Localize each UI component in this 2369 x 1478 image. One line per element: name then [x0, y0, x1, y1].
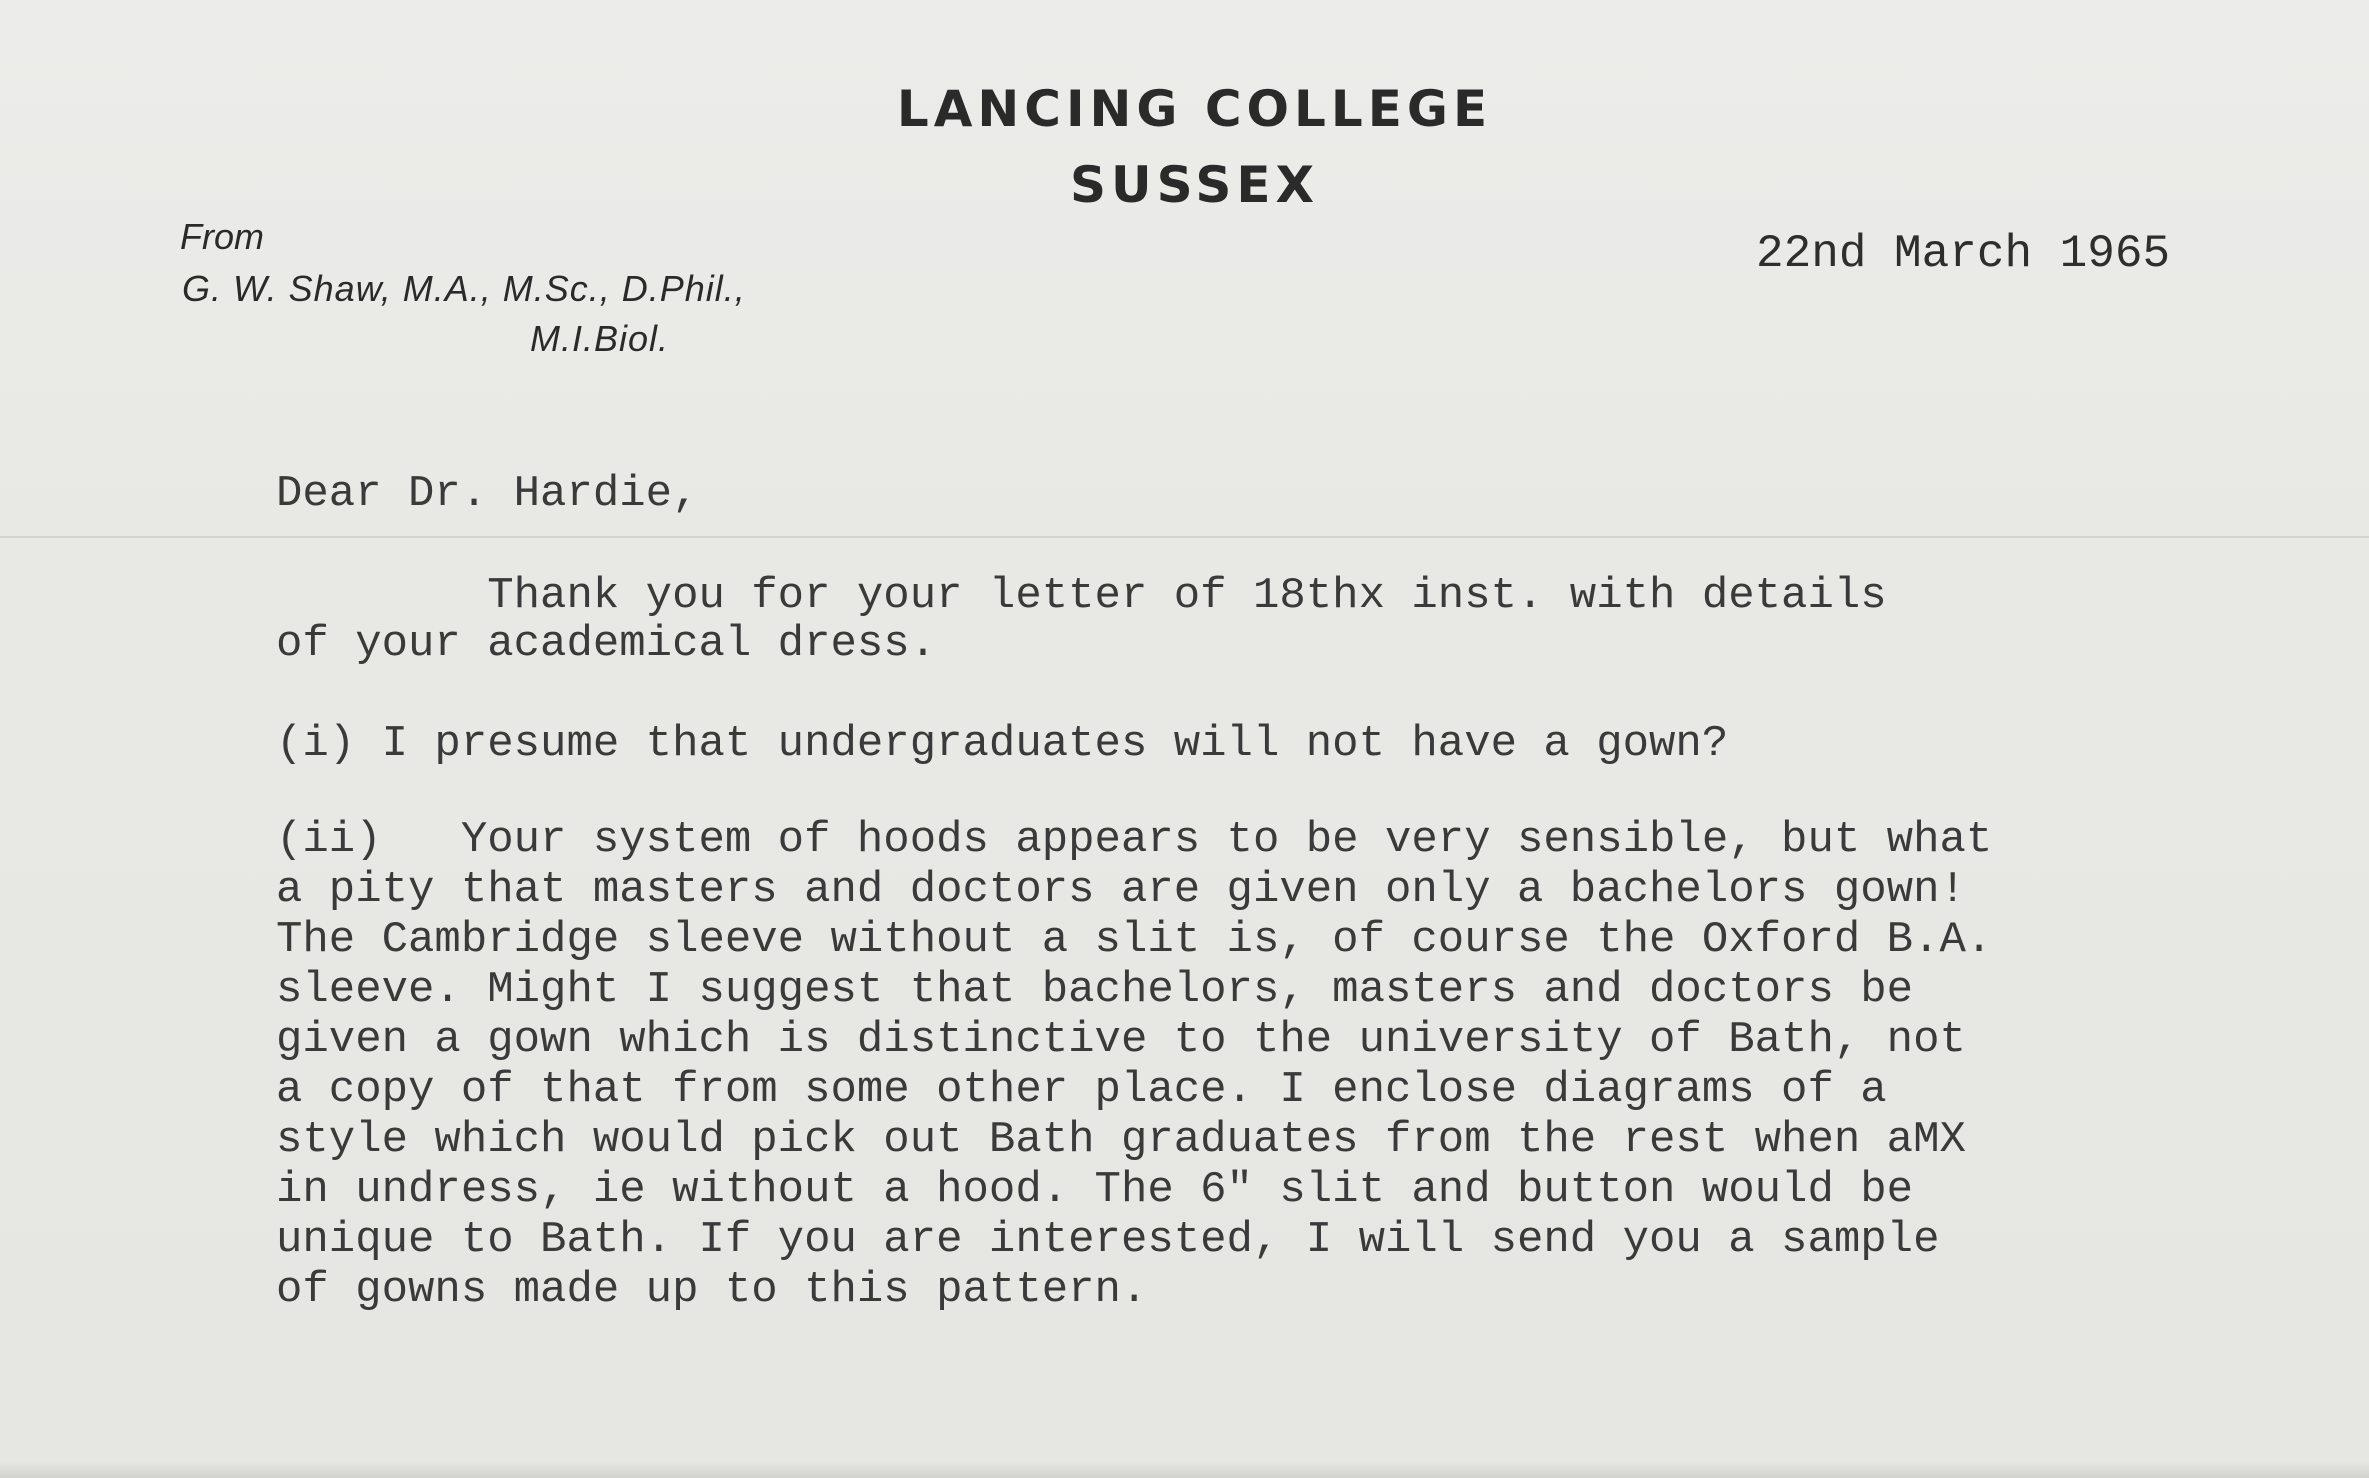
body-line: given a gown which is distinctive to the university of Bath, not — [276, 1015, 1966, 1065]
body-line: Thank you for your letter of 18thx inst. with details — [276, 571, 1887, 621]
paper-fold-line — [0, 536, 2369, 538]
body-line: unique to Bath. If you are interested, I will send you a sample — [276, 1215, 1940, 1265]
letter-date: 22nd March 1965 — [1756, 228, 2171, 280]
body-line: (ii) Your system of hoods appears to be very sensible, but what — [276, 815, 1993, 865]
body-line: sleeve. Might I suggest that bachelors, masters and doctors be — [276, 965, 1914, 1015]
salutation: Dear Dr. Hardie, — [276, 469, 699, 519]
body-line: in undress, ie without a hood. The 6" slit and button would be — [276, 1165, 1914, 1215]
sender-credentials: M.I.Biol. — [530, 318, 670, 359]
body-line: The Cambridge sleeve without a slit is, of course the Oxford B.A. — [276, 915, 1993, 965]
body-line: a copy of that from some other place. I enclose diagrams of a — [276, 1065, 1887, 1115]
sender-name: G. W. Shaw, M.A., M.Sc., D.Phil., — [182, 268, 746, 309]
letterhead-subtitle: SUSSEX — [1069, 156, 1320, 214]
body-line: (i) I presume that undergraduates will not have a gown? — [276, 719, 1729, 769]
from-label: From — [180, 216, 264, 257]
body-line: of your academical dress. — [276, 619, 937, 669]
letterhead-title: LANCING COLLEGE — [896, 80, 1493, 138]
body-line: of gowns made up to this pattern. — [276, 1265, 1148, 1315]
body-line: style which would pick out Bath graduates from the rest when aMX — [276, 1115, 1966, 1165]
paper-bottom-edge — [0, 1462, 2369, 1478]
body-line: a pity that masters and doctors are given only a bachelors gown! — [276, 865, 1966, 915]
